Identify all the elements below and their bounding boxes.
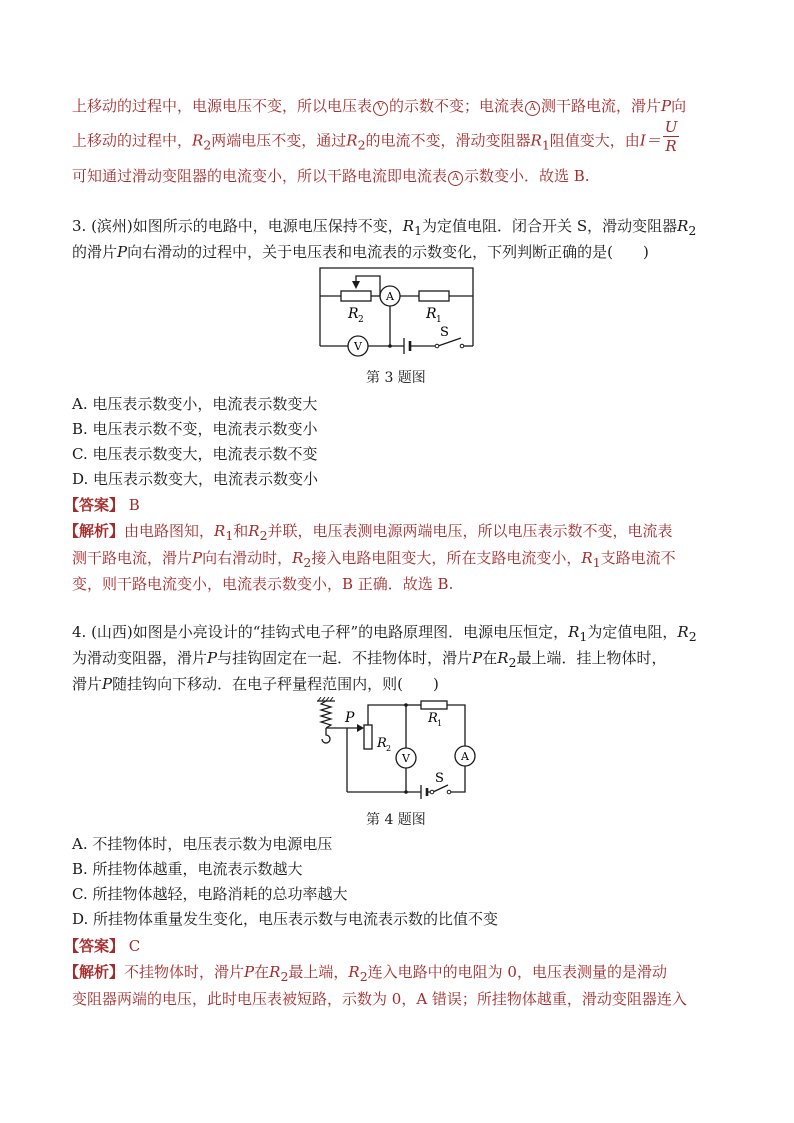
q3-analysis-line-3: 变，则干路电流变小，电流表示数变小，B 正确．故选 B.: [72, 575, 454, 593]
r2-label: R: [377, 736, 387, 751]
q3-analysis-line-1: 【解析】由电路图知，$R_1$和$R_2$并联，电压表测电源两端电压，所以电压表示数不变，电流表: [64, 522, 673, 543]
r2-label: R: [348, 306, 359, 322]
r1-label: R: [428, 711, 438, 726]
q4-answer: 【答案】 C: [64, 937, 141, 955]
q4-stem-line-1: 4. (山西)如图是小亮设计的“挂钩式电子秤”的电路原理图．电源电压恒定，$R_1$为定值电阻，$R_2$: [72, 623, 697, 644]
q4-option-d: D. 所挂物体重量发生变化，电压表示数与电流表示数的比值不变: [72, 910, 499, 928]
ammeter-label: A: [386, 290, 394, 303]
svg-text:2: 2: [386, 744, 392, 753]
q3-circuit-diagram: [316, 264, 482, 360]
hook-icon: [322, 728, 330, 743]
prev-analysis-line-1: 上移动的过程中，电源电压不变，所以电压表 V 的示数不变；电流表 A 测干路电流，滑片P向: [72, 97, 687, 115]
voltmeter-label: V: [354, 340, 362, 353]
q3-answer: 【答案】 B: [64, 496, 140, 514]
q4-option-c: C. 所挂物体越轻，电路消耗的总功率越大: [72, 885, 348, 903]
svg-text:1: 1: [436, 315, 442, 325]
q3-option-a: A. 电压表示数变小，电流表示数变大: [72, 395, 318, 413]
r1-label: R: [426, 306, 437, 322]
q3-figure-caption: 第 3 题图: [366, 370, 426, 386]
prev-analysis-line-3: 可知通过滑动变阻器的电流变小，所以干路电流即电流表 A 示数变小．故选 B.: [72, 167, 590, 185]
q4-stem-line-3: 滑片P随挂钩向下移动．在电子秤量程范围内，则( ): [72, 675, 439, 693]
q4-analysis-line-2: 变阻器两端的电压，此时电压表被短路，示数为 0，A 错误；所挂物体越重，滑动变阻器连入: [72, 990, 687, 1008]
voltmeter-symbol: V: [373, 101, 388, 116]
slider-arrow-icon: [352, 281, 360, 289]
q4-figure-caption: 第 4 题图: [366, 812, 426, 828]
switch-label: S: [435, 771, 444, 786]
svg-text:1: 1: [437, 719, 443, 728]
spring-icon: [321, 701, 331, 728]
q3-stem-line-2: 的滑片P向右滑动的过程中，关于电压表和电流表的示数变化，下列判断正确的是( ): [72, 243, 649, 261]
ammeter-label: A: [461, 750, 469, 763]
q4-analysis-line-1: 【解析】不挂物体时，滑片P在$R_2$最上端，$R_2$连入电路中的电阻为 0，电压表测量的是滑动: [64, 963, 667, 984]
voltmeter-label: V: [402, 752, 410, 765]
q4-option-a: A. 不挂物体时，电压表示数为电源电压: [72, 835, 333, 853]
q3-option-c: C. 电压表示数变大，电流表示数不变: [72, 445, 318, 463]
q4-circuit-diagram: [311, 697, 489, 805]
ammeter-symbol: A: [525, 101, 540, 116]
slider-arrow-icon: [357, 724, 364, 732]
ammeter-symbol: A: [448, 171, 463, 186]
prev-analysis-line-2: 上移动的过程中，$R_2$两端电压不变，通过$R_2$的电流不变，滑动变阻器$R_1$阻值变大，由I＝ $\frac{U}{R}$: [72, 118, 678, 155]
svg-text:2: 2: [358, 315, 364, 325]
q3-option-d: D. 电压表示数变大，电流表示数变小: [72, 470, 319, 488]
q3-option-b: B. 电压表示数不变，电流表示数变小: [72, 420, 318, 438]
q4-stem-line-2: 为滑动变阻器，滑片P与挂钩固定在一起．不挂物体时，滑片P在$R_2$最上端．挂上物体时，: [72, 649, 667, 670]
q3-stem-line-1: 3. (滨州)如图所示的电路中，电源电压保持不变，$R_1$为定值电阻．闭合开关 S，滑动变阻器$R_2$: [72, 217, 697, 238]
q3-analysis-line-2: 测干路电流，滑片P向右滑动时，$R_2$接入电路电阻变大，所在支路电流变小，$R_1$支路电流不: [72, 549, 676, 570]
slider-p-label: P: [345, 710, 355, 726]
switch-label: S: [440, 325, 449, 340]
q4-option-b: B. 所挂物体越重，电流表示数越大: [72, 860, 303, 878]
ohm-law-fraction: $\frac{U}{R}$: [664, 118, 678, 155]
